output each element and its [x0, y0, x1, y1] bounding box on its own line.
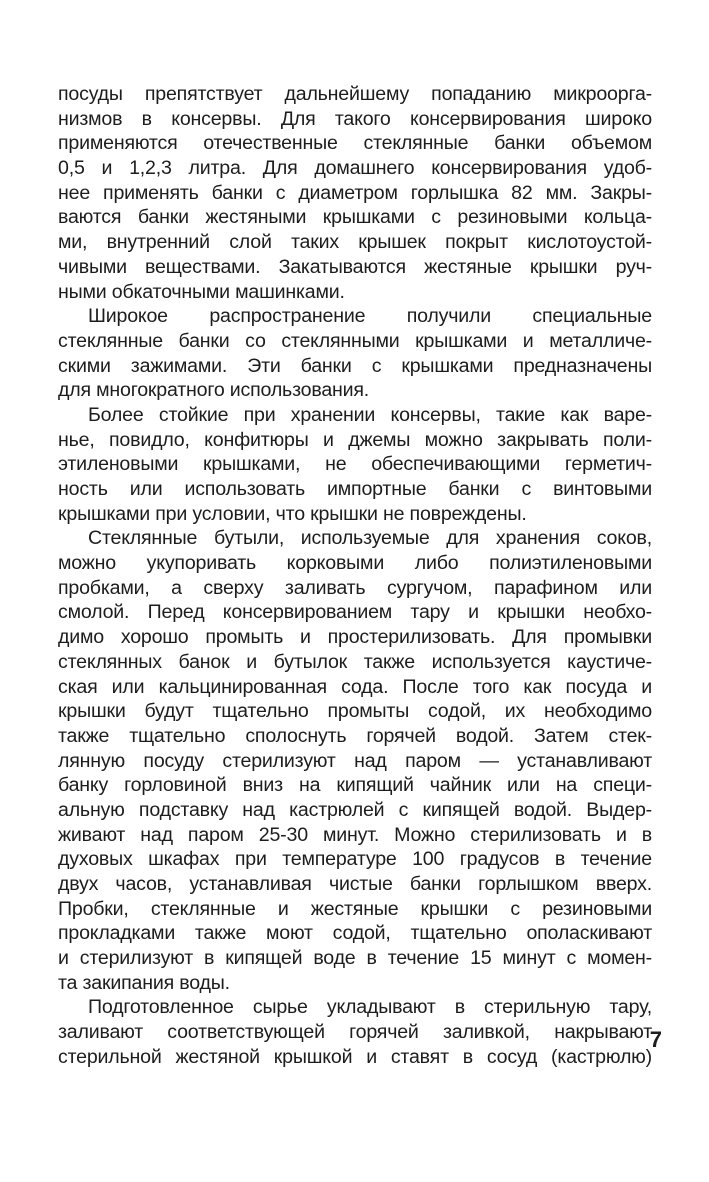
text-line: ская или кальцинированная сода. После того как посуда и	[58, 675, 652, 698]
text-line: для многократного использования.	[58, 379, 370, 402]
text-line: Более стойкие при хранении консервы, такие как варе-	[88, 403, 652, 426]
paragraph	[58, 526, 652, 995]
text-line: стерильной жестяной крышкой и ставят в сосуд (кастрюлю)	[58, 1045, 652, 1068]
text-line: Пробки, стеклянные и жестяные крышки с резиновыми	[58, 897, 652, 920]
text-line: и стерилизуют в кипящей воде в течение 15 минут с момен-	[58, 947, 652, 970]
text-line: ными обкаточными машинками.	[58, 280, 345, 303]
text-line: Широкое распространение получили специальные	[88, 305, 652, 328]
text-line: применяются отечественные стеклянные банки объемом	[58, 132, 652, 155]
text-line: ваются банки жестяными крышками с резиновыми кольца-	[58, 206, 652, 229]
text-line: двух часов, устанавливая чистые банки горлышком вверх.	[58, 873, 652, 895]
text-line: живают над паром 25-30 минут. Можно стерилизовать и в	[58, 823, 652, 846]
page-number: 7	[649, 1027, 662, 1052]
text-line: стеклянные банки со стеклянными крышками и металличе-	[58, 329, 652, 352]
text-line: нье, повидло, конфитюры и джемы можно закрывать поли-	[58, 428, 652, 451]
text-line: можно укупоривать корковыми либо полиэтиленовыми	[58, 552, 652, 575]
text-line: посуды препятствует дальнейшему попаданию микроорга-	[58, 83, 652, 105]
paragraph	[58, 82, 652, 304]
text-line: Подготовленное сырье укладывают в стерильную тару,	[88, 996, 652, 1019]
text-line: альную подставку над кастрюлей с кипящей водой. Выдер-	[58, 798, 652, 821]
text-line: ми, внутренний слой таких крышек покрыт кислотоустой-	[58, 231, 652, 254]
paragraph	[58, 403, 652, 526]
text-line: смолой. Перед консервированием тару и крышки необхо-	[58, 601, 652, 624]
paragraph	[58, 304, 652, 403]
text-line: заливают соответствующей горячей заливкой, накрывают	[58, 1021, 652, 1044]
text-line: духовых шкафах при температуре 100 градусов в течение	[58, 848, 652, 871]
text-line: лянную посуду стерилизуют над паром — устанавливают	[58, 749, 652, 772]
text-line: та закипания воды.	[58, 971, 230, 994]
paragraph	[58, 995, 652, 1069]
page-body	[58, 82, 652, 1070]
text-line: 0,5 и 1,2,3 литра. Для домашнего консервирования удоб-	[58, 157, 652, 180]
text-line: низмов в консервы. Для такого консервирования широко	[58, 107, 652, 130]
text-line: также тщательно сполоснуть горячей водой. Затем стек-	[58, 724, 652, 747]
text-line: пробками, а сверху заливать сургучом, парафином или	[58, 576, 652, 599]
text-line: нее применять банки с диаметром горлышка 82 мм. Закры-	[58, 181, 652, 204]
text-line: банку горловиной вниз на кипящий чайник или на специ-	[58, 774, 652, 797]
text-line: крышками при условии, что крышки не повреждены.	[58, 502, 527, 525]
text-line: этиленовыми крышками, не обеспечивающими герметич-	[58, 453, 652, 476]
text-line: димо хорошо промыть и простерилизовать. Для промывки	[58, 626, 652, 649]
text-line: прокладками также моют содой, тщательно ополаскивают	[58, 922, 652, 945]
text-line: чивыми веществами. Закатываются жестяные крышки руч-	[58, 255, 652, 278]
text-line: ность или использовать импортные банки с винтовыми	[58, 478, 652, 500]
text-line: скими зажимами. Эти банки с крышками предназначены	[58, 354, 652, 377]
text-line: стеклянных банок и бутылок также используется каустиче-	[58, 650, 652, 673]
text-line: крышки будут тщательно промыты содой, их необходимо	[58, 700, 652, 723]
text-line: Стеклянные бутыли, используемые для хранения соков,	[88, 527, 652, 550]
